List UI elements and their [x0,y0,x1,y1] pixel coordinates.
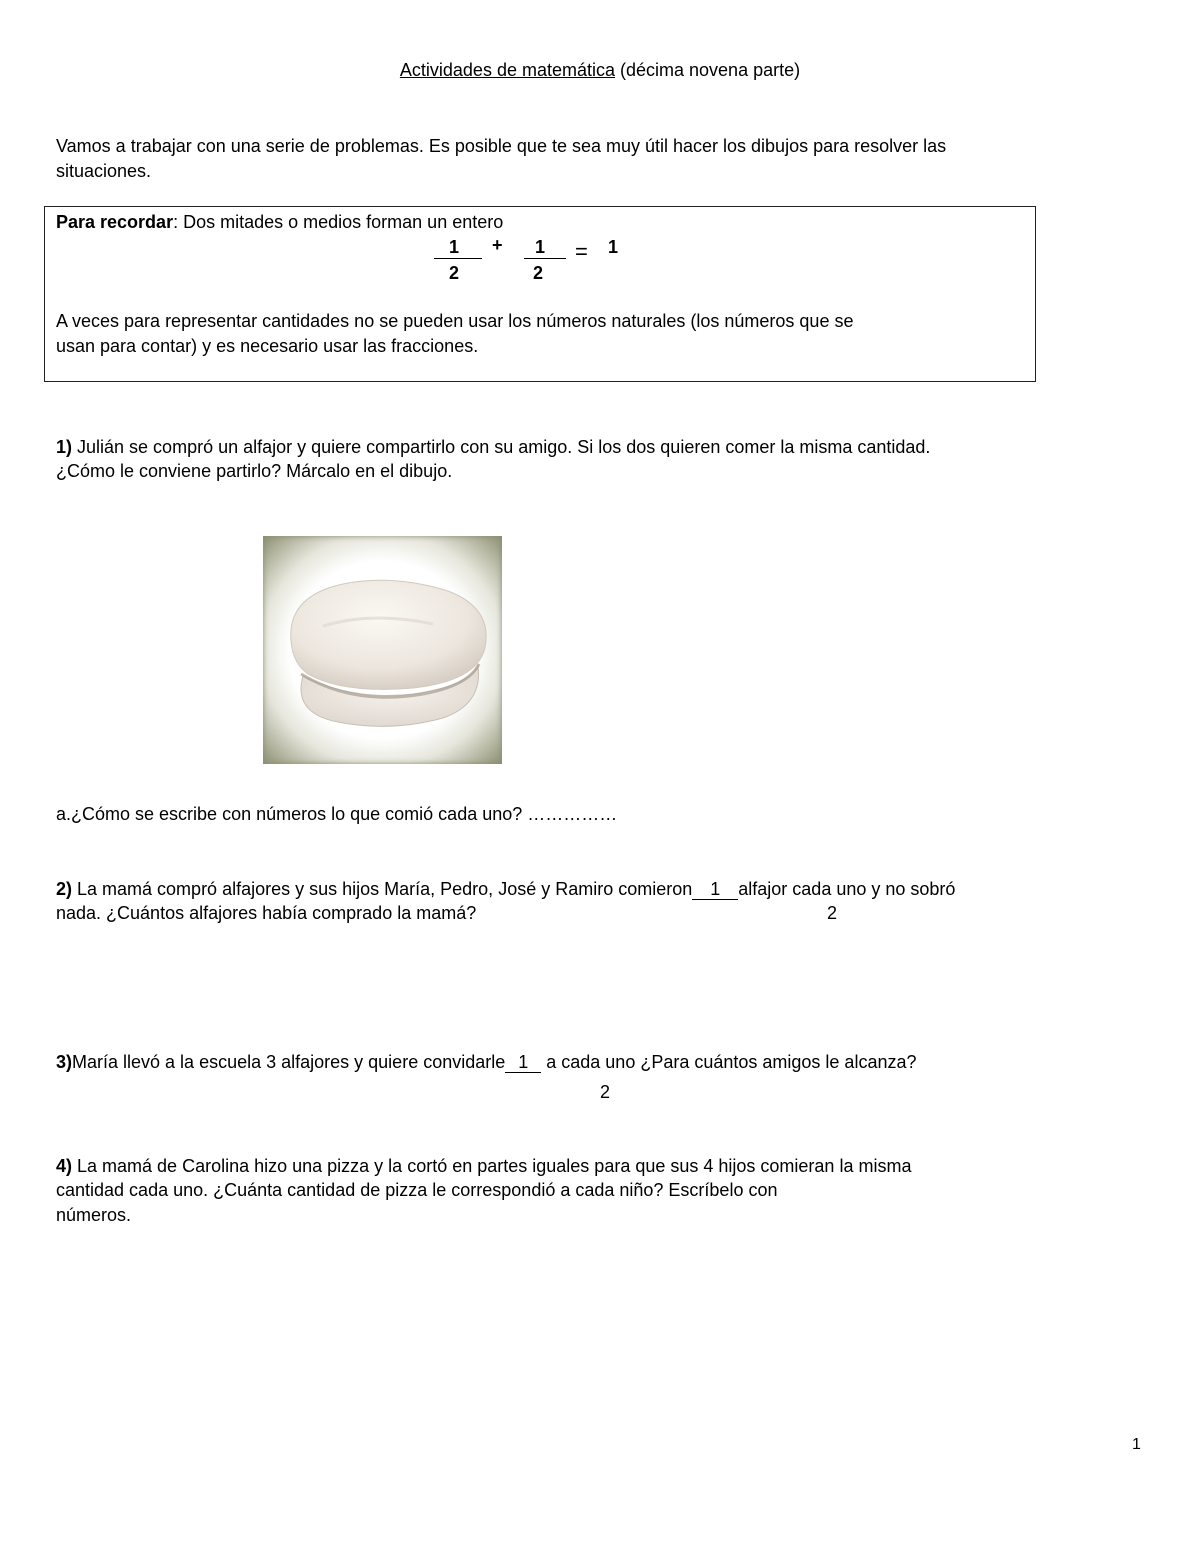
problem1-question-text: ¿Cómo se escribe con números lo que comió cada uno? …………… [71,804,618,824]
formula-plus: + [492,235,503,255]
problem1-question [56,802,617,826]
formula-bar1 [434,258,482,259]
alfajor-image[interactable] [263,536,502,764]
problem2-fraction-numerator: 1 [692,879,738,900]
page-number: 1 [1132,1436,1141,1453]
problem4-text: La mamá de Carolina hizo una pizza y la cortó en partes iguales para que sus 4 hijos comieran la misma [72,1156,912,1176]
formula-den1: 2 [449,263,460,283]
problem2-line-2: nada. ¿Cuántos alfajores había comprado la mamá? [56,903,477,923]
formula-num1: 1 [449,237,460,257]
formula-equals: = [575,239,588,264]
title-rest: (décima novena parte) [615,60,801,80]
intro-line-1: Vamos a trabajar con una serie de problemas. Es posible que te sea muy útil hacer los dibujos para resolver las [56,136,947,156]
problem1-number: 1) [56,437,73,457]
formula-num2: 1 [535,237,546,257]
problem4-line-2: cantidad cada uno. ¿Cuánta cantidad de pizza le correspondió a cada niño? Escríbelo con [56,1180,778,1200]
intro-line-2: situaciones. [56,161,152,181]
alfajor-illustration-icon [263,536,502,764]
problem1-line-2: ¿Cómo le conviene partirlo? Márcalo en el dibujo. [56,461,453,481]
problem3-line-1 [56,1050,916,1074]
problem4-line-1 [56,1154,911,1178]
formula-result: 1 [608,237,619,257]
remember-heading [56,210,503,234]
remember-text: : Dos mitades o medios forman un entero [173,212,504,232]
problem4-line-3: números. [56,1205,132,1225]
problem2-text-after: alfajor cada uno y no sobró [738,879,956,899]
problem4-number: 4) [56,1156,73,1176]
problem1-line-1 [56,435,930,459]
problem2-fraction-denominator: 2 [827,903,838,923]
remember-label: Para recordar [56,212,174,232]
remember-line-1: A veces para representar cantidades no se pueden usar los números naturales (los números que se [56,311,854,331]
problem2-number: 2) [56,879,73,899]
formula-den2: 2 [533,263,544,283]
problem3-text-after: a cada uno ¿Para cuántos amigos le alcanza? [541,1052,917,1072]
remember-line-2: usan para contar) y es necesario usar las fracciones. [56,336,479,356]
problem1-question-prefix: a. [56,804,72,824]
title-underlined: Actividades de matemática [399,60,615,80]
problem3-fraction-denominator: 2 [600,1082,611,1102]
page-title [0,58,1200,82]
problem2-line-1 [56,877,955,901]
problem1-text: Julián se compró un alfajor y quiere compartirlo con su amigo. Si los dos quieren comer la misma cantidad. [72,437,931,457]
problem3-text-before: María llevó a la escuela 3 alfajores y quiere convidarle [72,1052,506,1072]
problem3-fraction-numerator: 1 [505,1052,541,1073]
problem3-number: 3) [56,1052,73,1072]
problem2-text-before: La mamá compró alfajores y sus hijos María, Pedro, José y Ramiro comieron [72,879,693,899]
formula-bar2 [524,258,566,259]
